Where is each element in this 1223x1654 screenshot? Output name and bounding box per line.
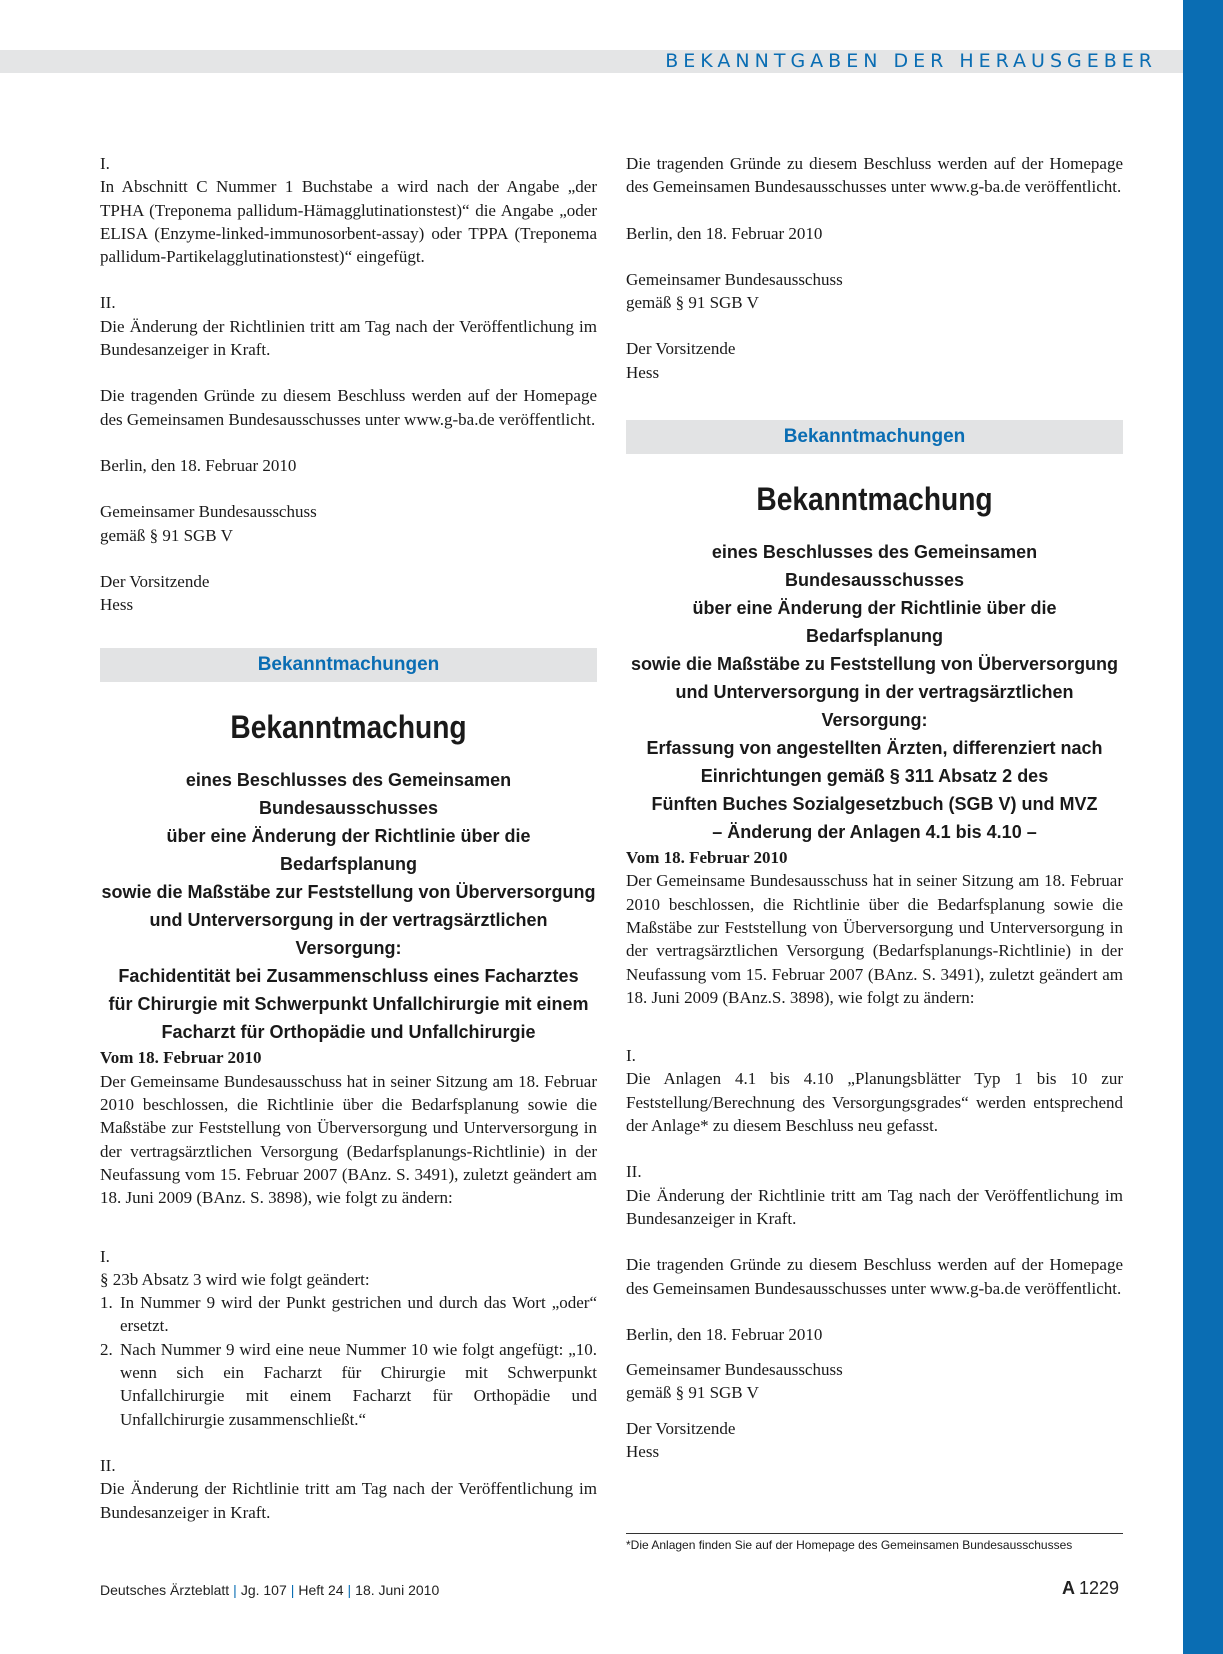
signature-line: Der Vorsitzende	[626, 339, 736, 359]
subtitle-line: Facharzt für Orthopädie und Unfallchirurgie	[161, 1022, 536, 1043]
date-heading: Vom 18. Februar 2010	[100, 1048, 262, 1068]
signature-line: Der Vorsitzende	[100, 571, 210, 591]
signature-line: Hess	[626, 1442, 660, 1462]
signature-line: gemäß § 91 SGB V	[100, 525, 233, 545]
section-label-box: Bekanntmachungen	[100, 648, 597, 682]
journal-name: Deutsches Ärzteblatt	[100, 1582, 230, 1598]
journal-date: 18. Juni 2010	[355, 1582, 440, 1598]
subtitle-line: für Chirurgie mit Schwerpunkt Unfallchirurgie mit einem	[108, 994, 589, 1015]
section-number: II.	[100, 1455, 116, 1475]
signature-line: Gemeinsamer Bundesausschuss	[626, 269, 843, 289]
date-line: Berlin, den 18. Februar 2010	[626, 223, 823, 243]
subtitle-line: und Unterversorgung in der vertragsärztlichen Versorgung:	[675, 682, 1074, 731]
footnote-divider	[626, 1533, 1123, 1534]
section-number: II.	[626, 1162, 642, 1182]
date-line: Berlin, den 18. Februar 2010	[626, 1324, 823, 1344]
subtitle-line: sowie die Maßstäbe zu Feststellung von Überversorgung	[630, 654, 1119, 675]
paragraph: Die Änderung der Richtlinie tritt am Tag nach der Veröffentlichung im Bundesanzeiger in Kraft.	[100, 1479, 597, 1522]
page-number: A 1229	[1061, 1578, 1119, 1598]
signature-line: gemäß § 91 SGB V	[626, 1383, 759, 1403]
signature-line: gemäß § 91 SGB V	[626, 293, 759, 313]
signature-line: Gemeinsamer Bundesausschuss	[626, 1360, 843, 1380]
section-number: II.	[100, 293, 116, 313]
subtitle-line: sowie die Maßstäbe zur Feststellung von Überversorgung	[101, 882, 596, 903]
journal-volume: Jg. 107	[240, 1582, 287, 1598]
subtitle-line: eines Beschlusses des Gemeinsamen Bundesausschusses	[185, 770, 512, 819]
edge-color-bar	[1183, 0, 1223, 1654]
page-footer: Deutsches Ärzteblatt | Jg. 107 | Heft 24 | 18. Juni 2010	[100, 1582, 440, 1598]
signature-line: Hess	[100, 595, 134, 615]
paragraph: § 23b Absatz 3 wird wie folgt geändert:	[100, 1269, 370, 1289]
subtitle-line: über eine Änderung der Richtlinie über die Bedarfsplanung	[692, 598, 1057, 647]
paragraph: Die tragenden Gründe zu diesem Beschluss werden auf der Homepage des Gemeinsamen Bundesausschusses unter www.g-ba.de veröffentlicht.	[100, 386, 597, 429]
subtitle-line: über eine Änderung der Richtlinie über die Bedarfsplanung	[166, 826, 531, 875]
paragraph: Die tragenden Gründe zu diesem Beschluss werden auf der Homepage des Gemeinsamen Bundesausschusses unter www.g-ba.de veröffentlicht.	[626, 1255, 1123, 1298]
subtitle-line: Fachidentität bei Zusammenschluss eines Facharztes	[118, 966, 579, 987]
section-label-box: Bekanntmachungen	[626, 420, 1123, 454]
paragraph: Der Gemeinsame Bundesausschuss hat in seiner Sitzung am 18. Februar 2010 beschlossen, die Richtlinie über die Bedarfsplanung sowie die Maßstäbe zur Feststellung von Überversorgung und Unterversorgung in der vertragsärztlichen Versorgung (Bedarfsplanungs-Richtlinie) in der Neufassung vom 15. Februar 2007 (BAnz. S. 3491), zuletzt geändert am 18. Juni 2009 (BAnz. S. 3898), wie folgt zu ändern:	[100, 1071, 597, 1208]
paragraph: Der Gemeinsame Bundesausschuss hat in seiner Sitzung am 18. Februar 2010 beschlossen, die Richtlinie über die Bedarfsplanung sowie die Maßstäbe zur Feststellung von Überversorgung und Unterversorgung in der vertragsärztlichen Versorgung (Bedarfsplanungs-Richtlinie) in der Neufassung vom 15. Februar 2007 (BAnz. S. 3491), zuletzt geändert am 18. Juni 2009 (BAnz.S. 3898), wie folgt zu ändern:	[626, 871, 1123, 1007]
announcement-title: Bekanntmachung	[756, 481, 993, 518]
list-item: 1. In Nummer 9 wird der Punkt gestrichen und durch das Wort „oder“ ersetzt.	[100, 1293, 597, 1336]
subtitle-line: eines Beschlusses des Gemeinsamen Bundesausschusses	[711, 542, 1038, 591]
announcement-subtitle	[100, 766, 597, 1046]
date-line: Berlin, den 18. Februar 2010	[100, 455, 297, 475]
signature-line: Gemeinsamer Bundesausschuss	[100, 502, 317, 522]
subtitle-line: Einrichtungen gemäß § 311 Absatz 2 des	[700, 766, 1049, 787]
subtitle-line: und Unterversorgung in der vertragsärztlichen Versorgung:	[149, 910, 548, 959]
journal-issue: Heft 24	[298, 1582, 344, 1598]
section-header-title: BEKANNTGABEN DER HERAUSGEBER	[665, 50, 1157, 72]
section-number: I.	[100, 1246, 110, 1266]
paragraph: Die tragenden Gründe zu diesem Beschluss werden auf der Homepage des Gemeinsamen Bundesausschusses unter www.g-ba.de veröffentlicht.	[626, 154, 1123, 197]
amendment-list	[100, 1291, 597, 1431]
footnote: *Die Anlagen finden Sie auf der Homepage des Gemeinsamen Bundesausschusses	[626, 1538, 1073, 1552]
paragraph: Die Änderung der Richtlinie tritt am Tag nach der Veröffentlichung im Bundesanzeiger in Kraft.	[626, 1185, 1123, 1228]
section-number: I.	[100, 154, 110, 173]
right-column	[626, 152, 1123, 1463]
list-item: 2. Nach Nummer 9 wird eine neue Nummer 10 wie folgt angefügt: „10. wenn sich ein Facharzt für Chirurgie mit Schwerpunkt Unfallchirurgie mit einem Facharzt für Orthopädie und Unfallchirurgie zusammenschließt.“	[100, 1339, 597, 1429]
announcement-subtitle	[626, 538, 1123, 846]
announcement-title: Bekanntmachung	[230, 709, 467, 746]
signature-line: Der Vorsitzende	[626, 1418, 736, 1438]
paragraph: Die Anlagen 4.1 bis 4.10 „Planungsblätter Typ 1 bis 10 zur Feststellung/Berechnung des Versorgungsgrades“ werden entsprechend der Anlage* zu diesem Beschluss neu gefasst.	[626, 1069, 1123, 1136]
signature-line: Hess	[626, 362, 660, 382]
subtitle-line: Erfassung von angestellten Ärzten, differenziert nach	[646, 738, 1103, 759]
left-column	[100, 152, 597, 1524]
paragraph: In Abschnitt C Nummer 1 Buchstabe a wird nach der Angabe „der TPHA (Treponema pallidum-Hämagglutinationstest)“ die Angabe „oder ELISA (Enzyme-linked-immunosorbent-assay) oder TPPA (Treponema pallidum-Partikelagglutinationstest)“ eingefügt.	[100, 177, 597, 267]
section-number: I.	[626, 1046, 636, 1066]
date-heading: Vom 18. Februar 2010	[626, 848, 788, 868]
subtitle-line: – Änderung der Anlagen 4.1 bis 4.10 –	[712, 822, 1037, 843]
subtitle-line: Fünften Buches Sozialgesetzbuch (SGB V) und MVZ	[651, 794, 1098, 815]
paragraph: Die Änderung der Richtlinien tritt am Tag nach der Veröffentlichung im Bundesanzeiger in Kraft.	[100, 316, 597, 360]
